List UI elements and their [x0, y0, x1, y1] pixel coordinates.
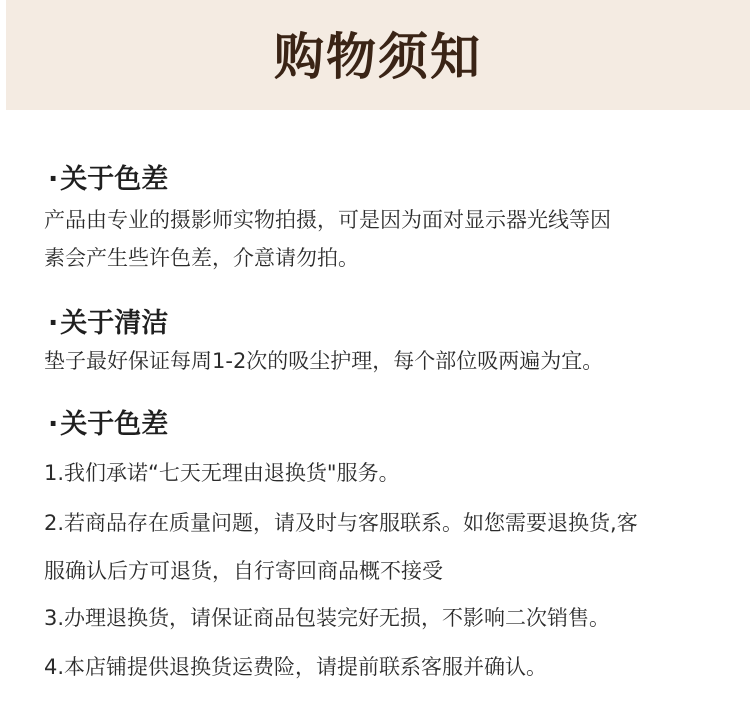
section-2-line-1: 垫子最好保证每周1-2次的吸尘护理，每个部位吸两遍为宜。	[44, 349, 604, 373]
header-banner	[6, 0, 750, 110]
section-3-line-2: 2.若商品存在质量问题，请及时与客服联系。如您需要退换货,客	[44, 511, 638, 535]
page-title: 购物须知	[274, 28, 482, 86]
bullet-dot: ·	[48, 164, 59, 195]
bullet-dot: ·	[48, 308, 59, 339]
section-3-line-5: 4.本店铺提供退换货运费险，请提前联系客服并确认。	[44, 655, 548, 679]
section-title-returns: ·关于色差	[48, 409, 169, 440]
section-3-line-3: 服确认后方可退货，自行寄回商品概不接受	[44, 559, 443, 583]
section-3-line-4: 3.办理退换货，请保证商品包装完好无损，不影响二次销售。	[44, 606, 611, 630]
section-title-cleaning: ·关于清洁	[48, 308, 169, 339]
section-3-line-1: 1.我们承诺“七天无理由退换货"服务。	[44, 461, 400, 485]
bullet-dot: ·	[48, 409, 59, 440]
section-1-line-1: 产品由专业的摄影师实物拍摄，可是因为面对显示器光线等因	[44, 208, 611, 232]
section-1-line-2: 素会产生些许色差，介意请勿拍。	[44, 246, 359, 270]
section-title-color-difference: ·关于色差	[48, 164, 169, 195]
